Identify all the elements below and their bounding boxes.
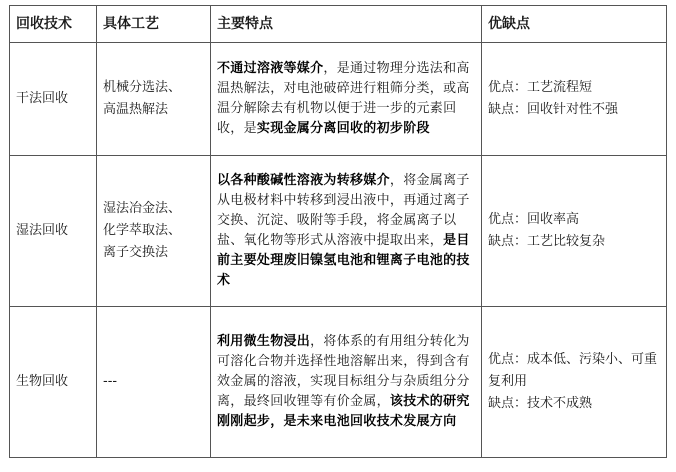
header-method: 具体工艺 <box>97 6 211 43</box>
cropped-caption-strip <box>9 466 509 472</box>
feature-highlight: 利用微生物浸出 <box>217 334 311 349</box>
tech-cell: 生物回收 <box>10 307 97 458</box>
method-item: 化学萃取法、 <box>103 223 182 238</box>
feature-highlight: 该技术的研究刚刚起步，是未来电池回收技术发展方向 <box>217 394 470 429</box>
method-item: 湿法冶金法、 <box>103 201 182 216</box>
table-row <box>10 156 667 307</box>
feature-text: ，将体系的有用组分转化为可溶化合物并选择性地溶解出来，得到含有效金属的溶液，实现目标组分与杂质组分分离，最终回收锂等有价金属， <box>217 334 470 409</box>
header-row <box>10 6 667 43</box>
pros-text: 优点：成本低、污染小、可重复利用 <box>488 352 658 389</box>
recycling-tech-table-container <box>9 5 666 458</box>
features-cell <box>211 156 482 307</box>
pros-cons-cell <box>482 307 667 458</box>
features-cell <box>211 43 482 156</box>
table-row <box>10 307 667 458</box>
feature-text: ，将金属离子从电极材料中转移到浸出液中，再通过离子交换、沉淀、吸附等手段，将金属离子以盐、氧化物等形式从溶液中提取出来， <box>217 173 470 248</box>
method-item: 机械分选法、 <box>103 80 182 95</box>
method-cell <box>97 307 211 458</box>
tech-cell: 湿法回收 <box>10 156 97 307</box>
feature-highlight: 实现金属分离回收的初步阶段 <box>256 121 430 136</box>
method-cell <box>97 43 211 156</box>
pros-cons-cell <box>482 156 667 307</box>
header-tech: 回收技术 <box>10 6 97 43</box>
cons-text: 缺点：回收针对性不强 <box>488 102 619 117</box>
method-item: 高温热解法 <box>103 102 169 117</box>
pros-text: 优点：回收率高 <box>488 212 580 227</box>
pros-cons-cell <box>482 43 667 156</box>
cons-text: 缺点：工艺比较复杂 <box>488 234 606 249</box>
table-row <box>10 43 667 156</box>
recycling-tech-table <box>9 5 667 458</box>
method-item: 离子交换法 <box>103 245 169 260</box>
cons-text: 缺点：技术不成熟 <box>488 396 593 411</box>
feature-highlight: 是目前主要处理废旧镍氢电池和锂离子电池的技术 <box>217 233 470 288</box>
features-cell <box>211 307 482 458</box>
pros-text: 优点：工艺流程短 <box>488 80 593 95</box>
feature-highlight: 以各种酸碱性溶液为转移媒介 <box>217 173 390 188</box>
header-pros-cons: 优缺点 <box>482 6 667 43</box>
header-features: 主要特点 <box>211 6 482 43</box>
tech-cell: 干法回收 <box>10 43 97 156</box>
feature-highlight: 不通过溶液等媒介 <box>217 61 324 76</box>
method-cell <box>97 156 211 307</box>
feature-text: ，是通过物理分选法和高温热解法，对电池破碎进行粗筛分类，或高温分解除去有机物以便于进一步的元素回收，是 <box>217 61 470 136</box>
method-item: --- <box>103 374 118 389</box>
